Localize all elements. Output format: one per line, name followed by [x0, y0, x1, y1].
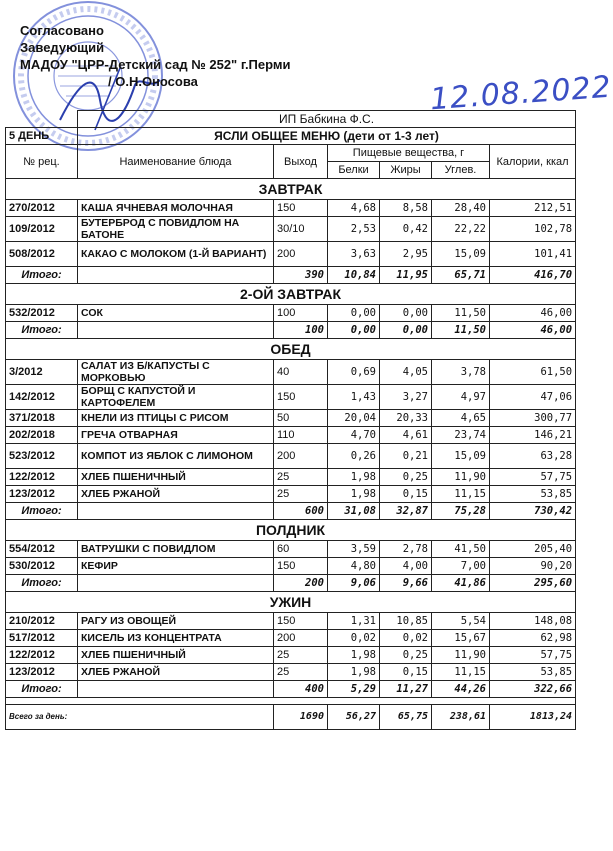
approval-line: Согласовано: [20, 23, 104, 38]
kcal-value: 53,85: [490, 486, 576, 503]
subtotal-label: Итого:: [6, 267, 78, 284]
header-kcal: Калории, ккал: [490, 145, 576, 179]
protein-value: 1,98: [328, 647, 380, 664]
header-row: [6, 145, 576, 162]
subtotal-protein: 0,00: [328, 322, 380, 339]
protein-value: 1,31: [328, 613, 380, 630]
dish-yield: 25: [274, 664, 328, 681]
dish-name: КАКАО С МОЛОКОМ (1-Й ВАРИАНТ): [78, 242, 274, 267]
grand-total-carbs: 238,61: [432, 705, 490, 730]
kcal-value: 90,20: [490, 558, 576, 575]
grand-total-fat: 65,75: [380, 705, 432, 730]
table-row: [6, 613, 576, 630]
carbs-value: 15,67: [432, 630, 490, 647]
fat-value: 0,25: [380, 469, 432, 486]
subtotal-label: Итого:: [6, 503, 78, 520]
section-row: [6, 520, 576, 541]
section-title: 2-ОЙ ЗАВТРАК: [6, 284, 576, 305]
table-row: [6, 664, 576, 681]
carbs-value: 15,09: [432, 242, 490, 267]
subtotal-kcal: 730,42: [490, 503, 576, 520]
subtotal-label: Итого:: [6, 322, 78, 339]
table-row: [6, 360, 576, 385]
recipe-code: 270/2012: [6, 200, 78, 217]
fat-value: 0,00: [380, 305, 432, 322]
fat-value: 4,00: [380, 558, 432, 575]
dish-name: САЛАТ ИЗ Б/КАПУСТЫ С МОРКОВЬЮ: [78, 360, 274, 385]
subtotal-kcal: 46,00: [490, 322, 576, 339]
protein-value: 0,02: [328, 630, 380, 647]
section-row: [6, 179, 576, 200]
handwritten-date: 12.08.2022: [429, 69, 613, 118]
header-code: № рец.: [6, 145, 78, 179]
dish-name: БОРЩ С КАПУСТОЙ И КАРТОФЕЛЕМ: [78, 385, 274, 410]
protein-value: 3,63: [328, 242, 380, 267]
section-row: [6, 284, 576, 305]
subtotal-protein: 31,08: [328, 503, 380, 520]
kcal-value: 101,41: [490, 242, 576, 267]
approval-block: [20, 22, 291, 90]
carbs-value: 15,09: [432, 444, 490, 469]
recipe-code: 123/2012: [6, 664, 78, 681]
protein-value: 1,98: [328, 469, 380, 486]
carbs-value: 4,65: [432, 410, 490, 427]
fat-value: 0,15: [380, 664, 432, 681]
dish-name: КИСЕЛЬ ИЗ КОНЦЕНТРАТА: [78, 630, 274, 647]
kcal-value: 63,28: [490, 444, 576, 469]
recipe-code: 523/2012: [6, 444, 78, 469]
recipe-code: 202/2018: [6, 427, 78, 444]
subtotal-fat: 0,00: [380, 322, 432, 339]
kcal-value: 57,75: [490, 469, 576, 486]
dish-yield: 150: [274, 385, 328, 410]
carbs-value: 41,50: [432, 541, 490, 558]
table-row: [6, 217, 576, 242]
dish-yield: 25: [274, 469, 328, 486]
kcal-value: 146,21: [490, 427, 576, 444]
grand-total-yield: 1690: [274, 705, 328, 730]
dish-yield: 200: [274, 242, 328, 267]
kcal-value: 212,51: [490, 200, 576, 217]
recipe-code: 554/2012: [6, 541, 78, 558]
dish-name: ХЛЕБ ПШЕНИЧНЫЙ: [78, 469, 274, 486]
owner-name: ИП Бабкина Ф.С.: [78, 111, 576, 128]
kcal-value: 148,08: [490, 613, 576, 630]
subtotal-protein: 9,06: [328, 575, 380, 592]
dish-yield: 100: [274, 305, 328, 322]
carbs-value: 11,90: [432, 647, 490, 664]
fat-value: 4,61: [380, 427, 432, 444]
protein-value: 0,69: [328, 360, 380, 385]
table-row: [6, 647, 576, 664]
subtotal-yield: 100: [274, 322, 328, 339]
subtotal-protein: 5,29: [328, 681, 380, 698]
protein-value: 20,04: [328, 410, 380, 427]
carbs-value: 3,78: [432, 360, 490, 385]
protein-value: 1,98: [328, 486, 380, 503]
subtotal-fat: 11,95: [380, 267, 432, 284]
header-yield: Выход: [274, 145, 328, 179]
dish-name: КОМПОТ ИЗ ЯБЛОК С ЛИМОНОМ: [78, 444, 274, 469]
kcal-value: 47,06: [490, 385, 576, 410]
header-protein: Белки: [328, 162, 380, 179]
dish-name: КНЕЛИ ИЗ ПТИЦЫ С РИСОМ: [78, 410, 274, 427]
subtotal-row: [6, 267, 576, 284]
table-row: [6, 444, 576, 469]
dish-name: ХЛЕБ РЖАНОЙ: [78, 486, 274, 503]
grand-total-kcal: 1813,24: [490, 705, 576, 730]
carbs-value: 5,54: [432, 613, 490, 630]
table-row: [6, 486, 576, 503]
recipe-code: 210/2012: [6, 613, 78, 630]
fat-value: 8,58: [380, 200, 432, 217]
carbs-value: 28,40: [432, 200, 490, 217]
recipe-code: 109/2012: [6, 217, 78, 242]
subtotal-fat: 11,27: [380, 681, 432, 698]
fat-value: 2,95: [380, 242, 432, 267]
protein-value: 4,68: [328, 200, 380, 217]
dish-yield: 150: [274, 558, 328, 575]
subtotal-kcal: 295,60: [490, 575, 576, 592]
carbs-value: 11,90: [432, 469, 490, 486]
fat-value: 2,78: [380, 541, 432, 558]
subtotal-carbs: 44,26: [432, 681, 490, 698]
kcal-value: 205,40: [490, 541, 576, 558]
carbs-value: 11,15: [432, 664, 490, 681]
dish-yield: 110: [274, 427, 328, 444]
dish-yield: 150: [274, 200, 328, 217]
grand-total-protein: 56,27: [328, 705, 380, 730]
dish-name: ХЛЕБ ПШЕНИЧНЫЙ: [78, 647, 274, 664]
carbs-value: 11,50: [432, 305, 490, 322]
carbs-value: 22,22: [432, 217, 490, 242]
table-row: [6, 305, 576, 322]
subtotal-row: [6, 681, 576, 698]
protein-value: 1,98: [328, 664, 380, 681]
dish-name: ГРЕЧА ОТВАРНАЯ: [78, 427, 274, 444]
table-row: [6, 242, 576, 267]
subtotal-yield: 400: [274, 681, 328, 698]
recipe-code: 123/2012: [6, 486, 78, 503]
section-row: [6, 592, 576, 613]
subtotal-row: [6, 503, 576, 520]
section-title: УЖИН: [6, 592, 576, 613]
fat-value: 20,33: [380, 410, 432, 427]
dish-name: БУТЕРБРОД С ПОВИДЛОМ НА БАТОНЕ: [78, 217, 274, 242]
protein-value: 1,43: [328, 385, 380, 410]
subtotal-carbs: 41,86: [432, 575, 490, 592]
table-row: [6, 469, 576, 486]
subtotal-protein: 10,84: [328, 267, 380, 284]
table-row: [6, 200, 576, 217]
table-row: [6, 427, 576, 444]
spacer-row: [6, 698, 576, 705]
section-row: [6, 339, 576, 360]
fat-value: 0,42: [380, 217, 432, 242]
fat-value: 0,21: [380, 444, 432, 469]
subtotal-kcal: 322,66: [490, 681, 576, 698]
dish-name: СОК: [78, 305, 274, 322]
table-row: [6, 385, 576, 410]
recipe-code: 142/2012: [6, 385, 78, 410]
kcal-value: 53,85: [490, 664, 576, 681]
subtotal-carbs: 75,28: [432, 503, 490, 520]
subtotal-yield: 200: [274, 575, 328, 592]
protein-value: 4,80: [328, 558, 380, 575]
dish-name: ХЛЕБ РЖАНОЙ: [78, 664, 274, 681]
table-row: [6, 541, 576, 558]
menu-table: [5, 110, 576, 730]
table-row: [6, 558, 576, 575]
fat-value: 3,27: [380, 385, 432, 410]
fat-value: 0,02: [380, 630, 432, 647]
day-label: 5 ДЕНЬ: [6, 128, 78, 145]
subtotal-row: [6, 322, 576, 339]
dish-name: КЕФИР: [78, 558, 274, 575]
title-row: [6, 128, 576, 145]
dish-yield: 200: [274, 444, 328, 469]
section-title: ЗАВТРАК: [6, 179, 576, 200]
subtotal-row: [6, 575, 576, 592]
header-fat: Жиры: [380, 162, 432, 179]
protein-value: 4,70: [328, 427, 380, 444]
header-carbs: Углев.: [432, 162, 490, 179]
protein-value: 0,00: [328, 305, 380, 322]
subtotal-kcal: 416,70: [490, 267, 576, 284]
dish-yield: 60: [274, 541, 328, 558]
dish-name: РАГУ ИЗ ОВОЩЕЙ: [78, 613, 274, 630]
header-name: Наименование блюда: [78, 145, 274, 179]
recipe-code: 371/2018: [6, 410, 78, 427]
recipe-code: 122/2012: [6, 469, 78, 486]
dish-yield: 30/10: [274, 217, 328, 242]
carbs-value: 4,97: [432, 385, 490, 410]
recipe-code: 122/2012: [6, 647, 78, 664]
dish-yield: 150: [274, 613, 328, 630]
protein-value: 3,59: [328, 541, 380, 558]
section-title: ОБЕД: [6, 339, 576, 360]
kcal-value: 57,75: [490, 647, 576, 664]
fat-value: 4,05: [380, 360, 432, 385]
fat-value: 10,85: [380, 613, 432, 630]
dish-name: КАША ЯЧНЕВАЯ МОЛОЧНАЯ: [78, 200, 274, 217]
header-nutrients: Пищевые вещества, г: [328, 145, 490, 162]
kcal-value: 61,50: [490, 360, 576, 385]
subtotal-fat: 32,87: [380, 503, 432, 520]
dish-name: ВАТРУШКИ С ПОВИДЛОМ: [78, 541, 274, 558]
approval-organization: МАДОУ "ЦРР-Детский сад № 252" г.Перми: [20, 57, 291, 72]
dish-yield: 25: [274, 647, 328, 664]
recipe-code: 517/2012: [6, 630, 78, 647]
recipe-code: 3/2012: [6, 360, 78, 385]
subtotal-yield: 600: [274, 503, 328, 520]
menu-title: ЯСЛИ ОБЩЕЕ МЕНЮ (дети от 1-3 лет): [78, 128, 576, 145]
grand-total-row: [6, 705, 576, 730]
protein-value: 0,26: [328, 444, 380, 469]
kcal-value: 46,00: [490, 305, 576, 322]
recipe-code: 508/2012: [6, 242, 78, 267]
fat-value: 0,15: [380, 486, 432, 503]
carbs-value: 11,15: [432, 486, 490, 503]
table-row: [6, 410, 576, 427]
protein-value: 2,53: [328, 217, 380, 242]
kcal-value: 62,98: [490, 630, 576, 647]
kcal-value: 102,78: [490, 217, 576, 242]
subtotal-carbs: 11,50: [432, 322, 490, 339]
approval-signer: / О.Н.Оносова: [108, 74, 198, 89]
carbs-value: 23,74: [432, 427, 490, 444]
section-title: ПОЛДНИК: [6, 520, 576, 541]
approval-position: Заведующий: [20, 40, 105, 55]
dish-yield: 200: [274, 630, 328, 647]
subtotal-yield: 390: [274, 267, 328, 284]
subtotal-label: Итого:: [6, 575, 78, 592]
kcal-value: 300,77: [490, 410, 576, 427]
owner-row: [6, 111, 576, 128]
recipe-code: 532/2012: [6, 305, 78, 322]
table-row: [6, 630, 576, 647]
dish-yield: 25: [274, 486, 328, 503]
recipe-code: 530/2012: [6, 558, 78, 575]
fat-value: 0,25: [380, 647, 432, 664]
subtotal-label: Итого:: [6, 681, 78, 698]
subtotal-fat: 9,66: [380, 575, 432, 592]
dish-yield: 50: [274, 410, 328, 427]
carbs-value: 7,00: [432, 558, 490, 575]
subtotal-carbs: 65,71: [432, 267, 490, 284]
dish-yield: 40: [274, 360, 328, 385]
grand-total-label: Всего за день:: [6, 705, 274, 730]
